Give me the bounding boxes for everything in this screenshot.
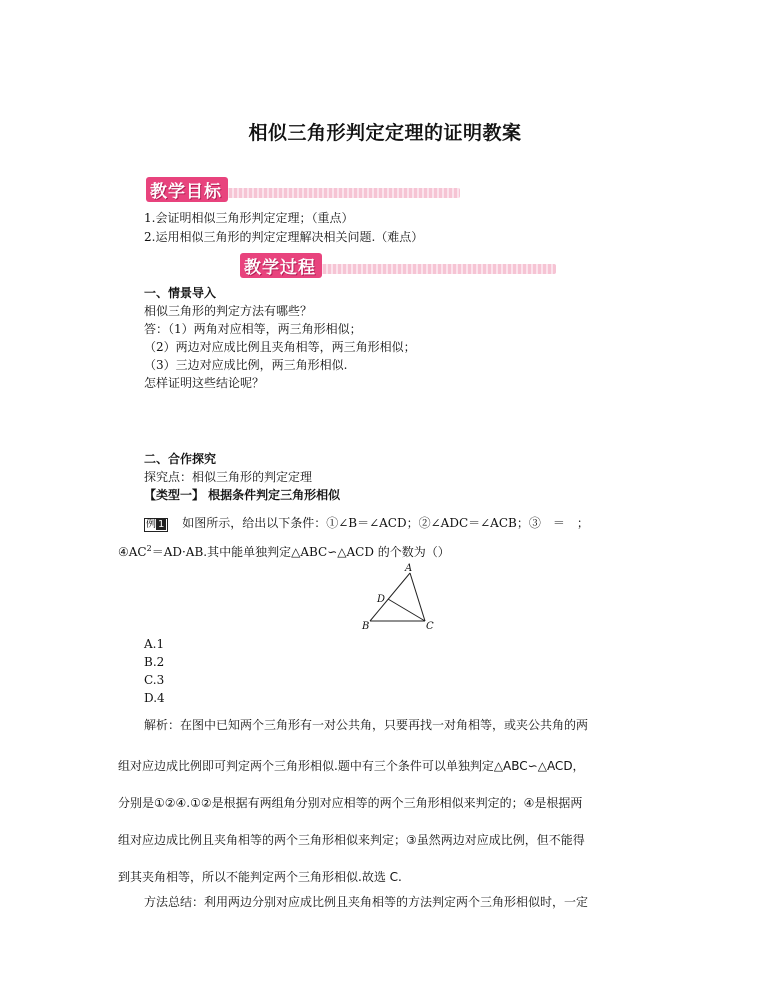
example-text-2a: ④AC — [118, 545, 147, 559]
goals-banner — [146, 181, 460, 201]
analysis-line: 到其夹角相等，所以不能判定两个三角形相似.故选 C. — [118, 870, 402, 884]
label-a: A — [405, 563, 413, 574]
section1-line: （3）三边对应成比例，两三角形相似. — [144, 358, 348, 372]
example-badge-label: 例 — [146, 519, 156, 530]
section1-line: （2）两边对应成比例且夹角相等，两三角形相似； — [144, 340, 416, 354]
goal-item-1: 1.会证明相似三角形判定定理；（重点） — [144, 211, 354, 225]
analysis-line: 解析：在图中已知两个三角形有一对公共角，只要再找一对角相等，或夹公共角的两 — [144, 718, 589, 732]
example-text-2b: ＝AD·AB.其中能单独判定△ABC∽△ACD 的个数为（） — [151, 545, 450, 559]
option-a: A.1 — [144, 637, 165, 651]
section2-topic: 探究点：相似三角形的判定定理 — [144, 470, 313, 484]
label-d: D — [377, 594, 386, 605]
method-summary: 方法总结：利用两边分别对应成比例且夹角相等的方法判定两个三角形相似时，一定 — [144, 895, 589, 909]
example-line-1 — [144, 515, 589, 532]
edge-ab — [370, 573, 410, 621]
example-line-2 — [118, 541, 450, 560]
analysis-line: 分别是①②④.①②是根据有两组角分别对应相等的两个三角形相似来判定的；④是根据两 — [118, 796, 583, 810]
triangle-figure — [355, 560, 445, 632]
example-badge-num: 1 — [158, 519, 165, 530]
label-c: C — [426, 621, 434, 632]
type-heading: 【类型一】 根据条件判定三角形相似 — [144, 488, 341, 502]
option-d: D.4 — [144, 691, 165, 705]
section1-heading: 一、情景导入 — [144, 286, 217, 300]
page-title: 相似三角形判定定理的证明教案 — [248, 122, 522, 144]
goals-banner-label: 教学目标 — [146, 177, 228, 202]
section1-line: 相似三角形的判定方法有哪些？ — [144, 304, 313, 318]
option-b: B.2 — [144, 655, 165, 669]
section1-line: 答：（1）两角对应相等，两三角形相似； — [144, 322, 362, 336]
example-badge — [144, 518, 168, 532]
goal-item-2: 2.运用相似三角形的判定定理解决相关问题.（难点） — [144, 230, 424, 244]
example-text-1: 如图所示，给出以下条件：①∠B＝∠ACD；②∠ADC＝∠ACB；③ ＝ ； — [182, 516, 589, 530]
analysis-line: 组对应边成比例即可判定两个三角形相似.题中有三个条件可以单独判定△ABC∽△ACD， — [118, 759, 585, 773]
example-sup: 2 — [146, 544, 152, 553]
option-c: C.3 — [144, 673, 165, 687]
analysis-line: 组对应边成比例且夹角相等的两个三角形相似来判定；③虽然两边对应成比例，但不能得 — [118, 833, 585, 847]
section2-heading: 二、合作探究 — [144, 452, 217, 466]
process-banner-label: 教学过程 — [240, 253, 322, 278]
section1-line: 怎样证明这些结论呢？ — [144, 376, 265, 390]
label-b: B — [362, 621, 370, 632]
process-banner — [240, 257, 556, 277]
